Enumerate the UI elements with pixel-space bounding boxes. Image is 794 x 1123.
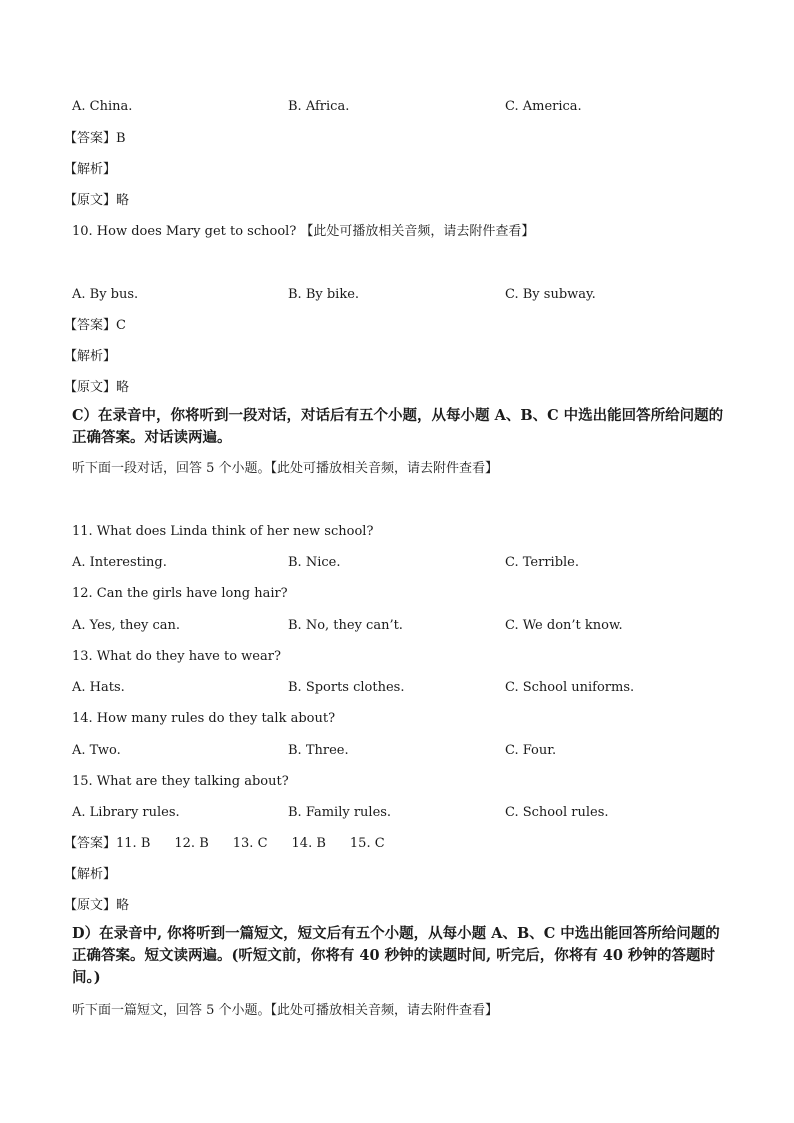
answer-13: 13. C [232,836,268,851]
q13-question: 13. What do they have to wear? [72,649,281,664]
answer-14: 14. B [291,836,326,851]
q15-option-c: C. School rules. [505,805,609,820]
q15-question: 15. What are they talking about? [72,774,289,789]
section-c-analysis: 【解析】 [64,867,117,882]
q14-options [72,743,752,759]
q15-option-b: B. Family rules. [288,805,392,820]
q13-option-a: A. Hats. [72,680,125,695]
q12-question: 12. Can the girls have long hair? [72,586,288,601]
q10-question: 10. How does Mary get to school? 【此处可播放相关音频，请去附件查看】 [72,224,535,239]
q11-option-a: A. Interesting. [72,555,167,570]
q11-option-b: B. Nice. [288,555,341,570]
q12-option-a: A. Yes, they can. [72,618,181,633]
q10-options [72,287,752,303]
q12-option-b: B. No, they can’t. [288,618,403,633]
q12-options [72,618,752,634]
q9-answer: 【答案】B [64,131,126,146]
q10-original: 【原文】略 [64,380,130,395]
answer-label: 【答案】 [64,836,117,851]
q15-option-a: A. Library rules. [72,805,180,820]
q14-option-b: B. Three. [288,743,349,758]
q9-original: 【原文】略 [64,193,130,208]
q10-analysis: 【解析】 [64,349,117,364]
q10-option-b: B. By bike. [288,287,360,302]
q9-option-b: B. Africa. [288,99,350,114]
section-d-prompt: 听下面一篇短文，回答 5 个小题。【此处可播放相关音频，请去附件查看】 [72,1003,499,1018]
q11-question: 11. What does Linda think of her new school? [72,524,374,539]
q14-option-c: C. Four. [505,743,557,758]
q9-options [72,99,752,115]
section-d-instruction: D）在录音中, 你将听到一篇短文，短文后有五个小题，从每小题 A、B、C 中选出能回答所给问题的正确答案。短文读两遍。(听短文前，你将有 40 秒钟的读题时间, 听完后，你将有 40 秒钟的答题时间。) [72,925,720,986]
q13-option-b: B. Sports clothes. [288,680,405,695]
q10-answer: 【答案】C [64,318,126,333]
q15-options [72,805,752,821]
answer-11: 11. B [116,836,151,851]
q11-options [72,555,752,571]
q13-options [72,680,752,696]
answer-15: 15. C [349,836,385,851]
q10-option-c: C. By subway. [505,287,596,302]
q11-option-c: C. Terrible. [505,555,579,570]
q12-option-c: C. We don’t know. [505,618,623,633]
section-c-answers [64,836,385,852]
answer-12: 12. B [174,836,209,851]
q9-option-a: A. China. [72,99,133,114]
q9-analysis: 【解析】 [64,162,117,177]
q14-question: 14. How many rules do they talk about? [72,711,336,726]
q13-option-c: C. School uniforms. [505,680,635,695]
section-c-original: 【原文】略 [64,898,130,913]
section-c-instruction: C）在录音中，你将听到一段对话，对话后有五个小题，从每小题 A、B、C 中选出能回答所给问题的正确答案。对话读两遍。 [72,407,724,446]
q9-option-c: C. America. [505,99,582,114]
q14-option-a: A. Two. [72,743,121,758]
section-c-prompt: 听下面一段对话，回答 5 个小题。【此处可播放相关音频，请去附件查看】 [72,461,499,476]
answer-list [116,836,385,851]
q10-option-a: A. By bus. [72,287,139,302]
